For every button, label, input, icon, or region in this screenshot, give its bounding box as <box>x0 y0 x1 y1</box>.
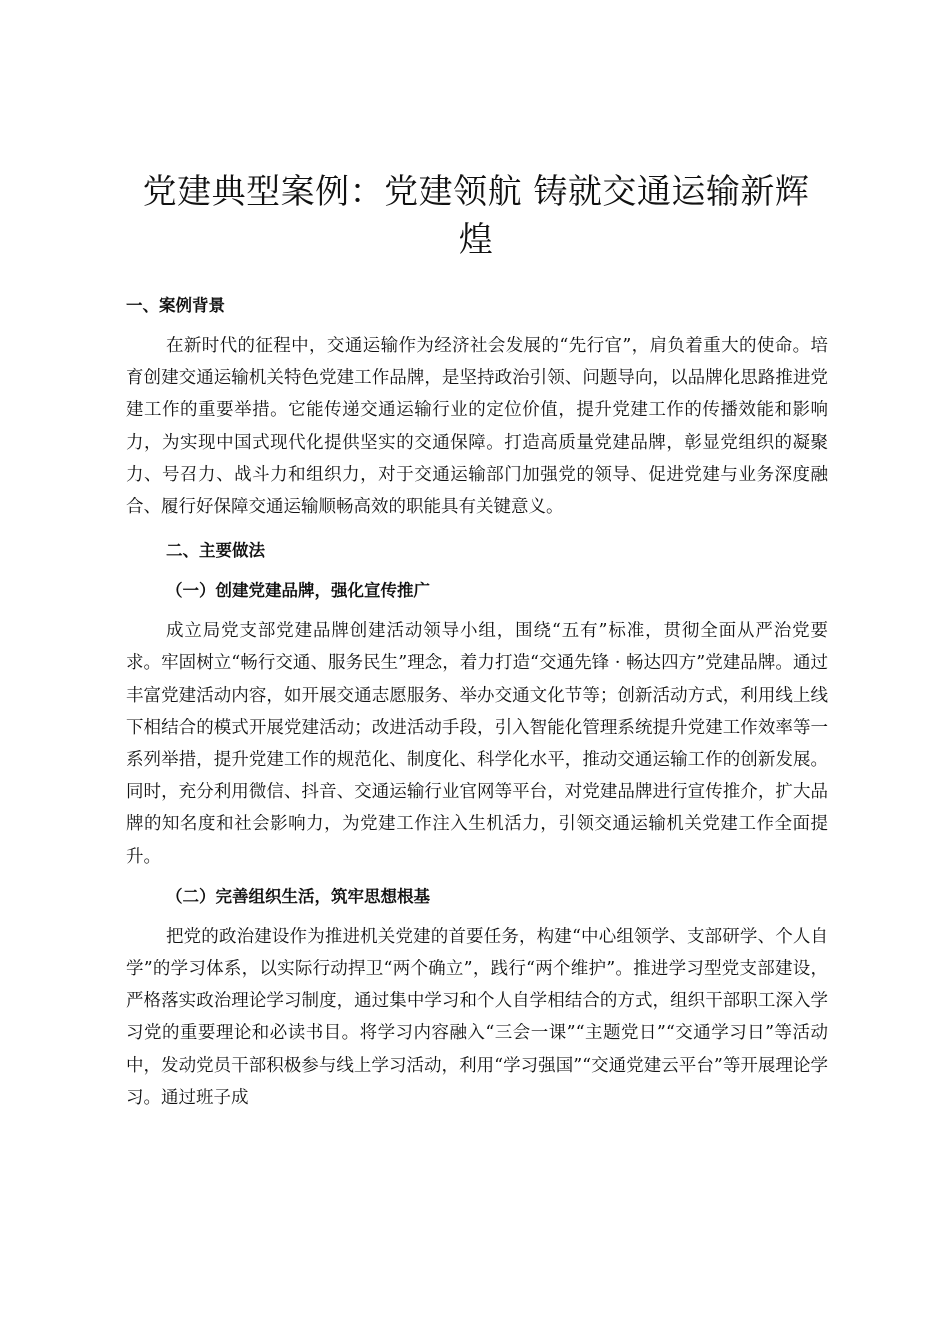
paragraph-background: 在新时代的征程中，交通运输作为经济社会发展的“先行官”，肩负着重大的使命。培育创建交通运输机关特色党建工作品牌，是坚持政治引领、问题导向，以品牌化思路推进党建工作的重要举措。它能传递交通运输行业的定位价值，提升党建工作的传播效能和影响力，为实现中国式现代化提供坚实的交通保障。打造高质量党建品牌，彰显党组织的凝聚力、号召力、战斗力和组织力，对于交通运输部门加强党的领导、促进党建与业务深度融合、履行好保障交通运输顺畅高效的职能具有关键意义。 <box>126 336 828 518</box>
section-heading-background: 一、案例背景 <box>126 296 225 315</box>
document-title: 党建典型案例：党建领航 铸就交通运输新辉煌 <box>142 172 810 260</box>
paragraph-brand: 成立局党支部党建品牌创建活动领导小组，围绕“五有”标准，贯彻全面从严治党要求。牢固树立“畅行交通、服务民生”理念，着力打造“交通先锋 · 畅达四方”党建品牌。通过丰富党建活动内容，如开展交通志愿服务、举办交通文化节等；创新活动方式，利用线上线下相结合的模式开展党建活动；改进活动手段，引入智能化管理系统提升党建工作效率等一系列举措，提升党建工作的规范化、制度化、科学化水平，推动交通运输工作的创新发展。同时，充分利用微信、抖音、交通运输行业官网等平台，对党建品牌进行宣传推介，扩大品牌的知名度和社会影响力，为党建工作注入生机活力，引领交通运输机关党建工作全面提升。 <box>126 621 828 867</box>
section-heading-methods: 二、主要做法 <box>166 541 265 561</box>
subsection-heading-organization: （二）完善组织生活，筑牢思想根基 <box>166 886 430 906</box>
paragraph-organization: 把党的政治建设作为推进机关党建的首要任务，构建“中心组领学、支部研学、个人自学”的学习体系，以实际行动捍卫“两个确立”，践行“两个维护”。推进学习型党支部建设，严格落实政治理论学习制度，通过集中学习和个人自学相结合的方式，组织干部职工深入学习党的重要理论和必读书目。将学习内容融入“三会一课”“主题党日”“交通学习日”等活动中，发动党员干部积极参与线上学习活动，利用“学习强国”“交通党建云平台”等开展理论学习。通过班子成 <box>126 926 828 1108</box>
subsection-heading-brand: （一）创建党建品牌，强化宣传推广 <box>166 581 430 601</box>
document-body <box>126 290 828 1114</box>
